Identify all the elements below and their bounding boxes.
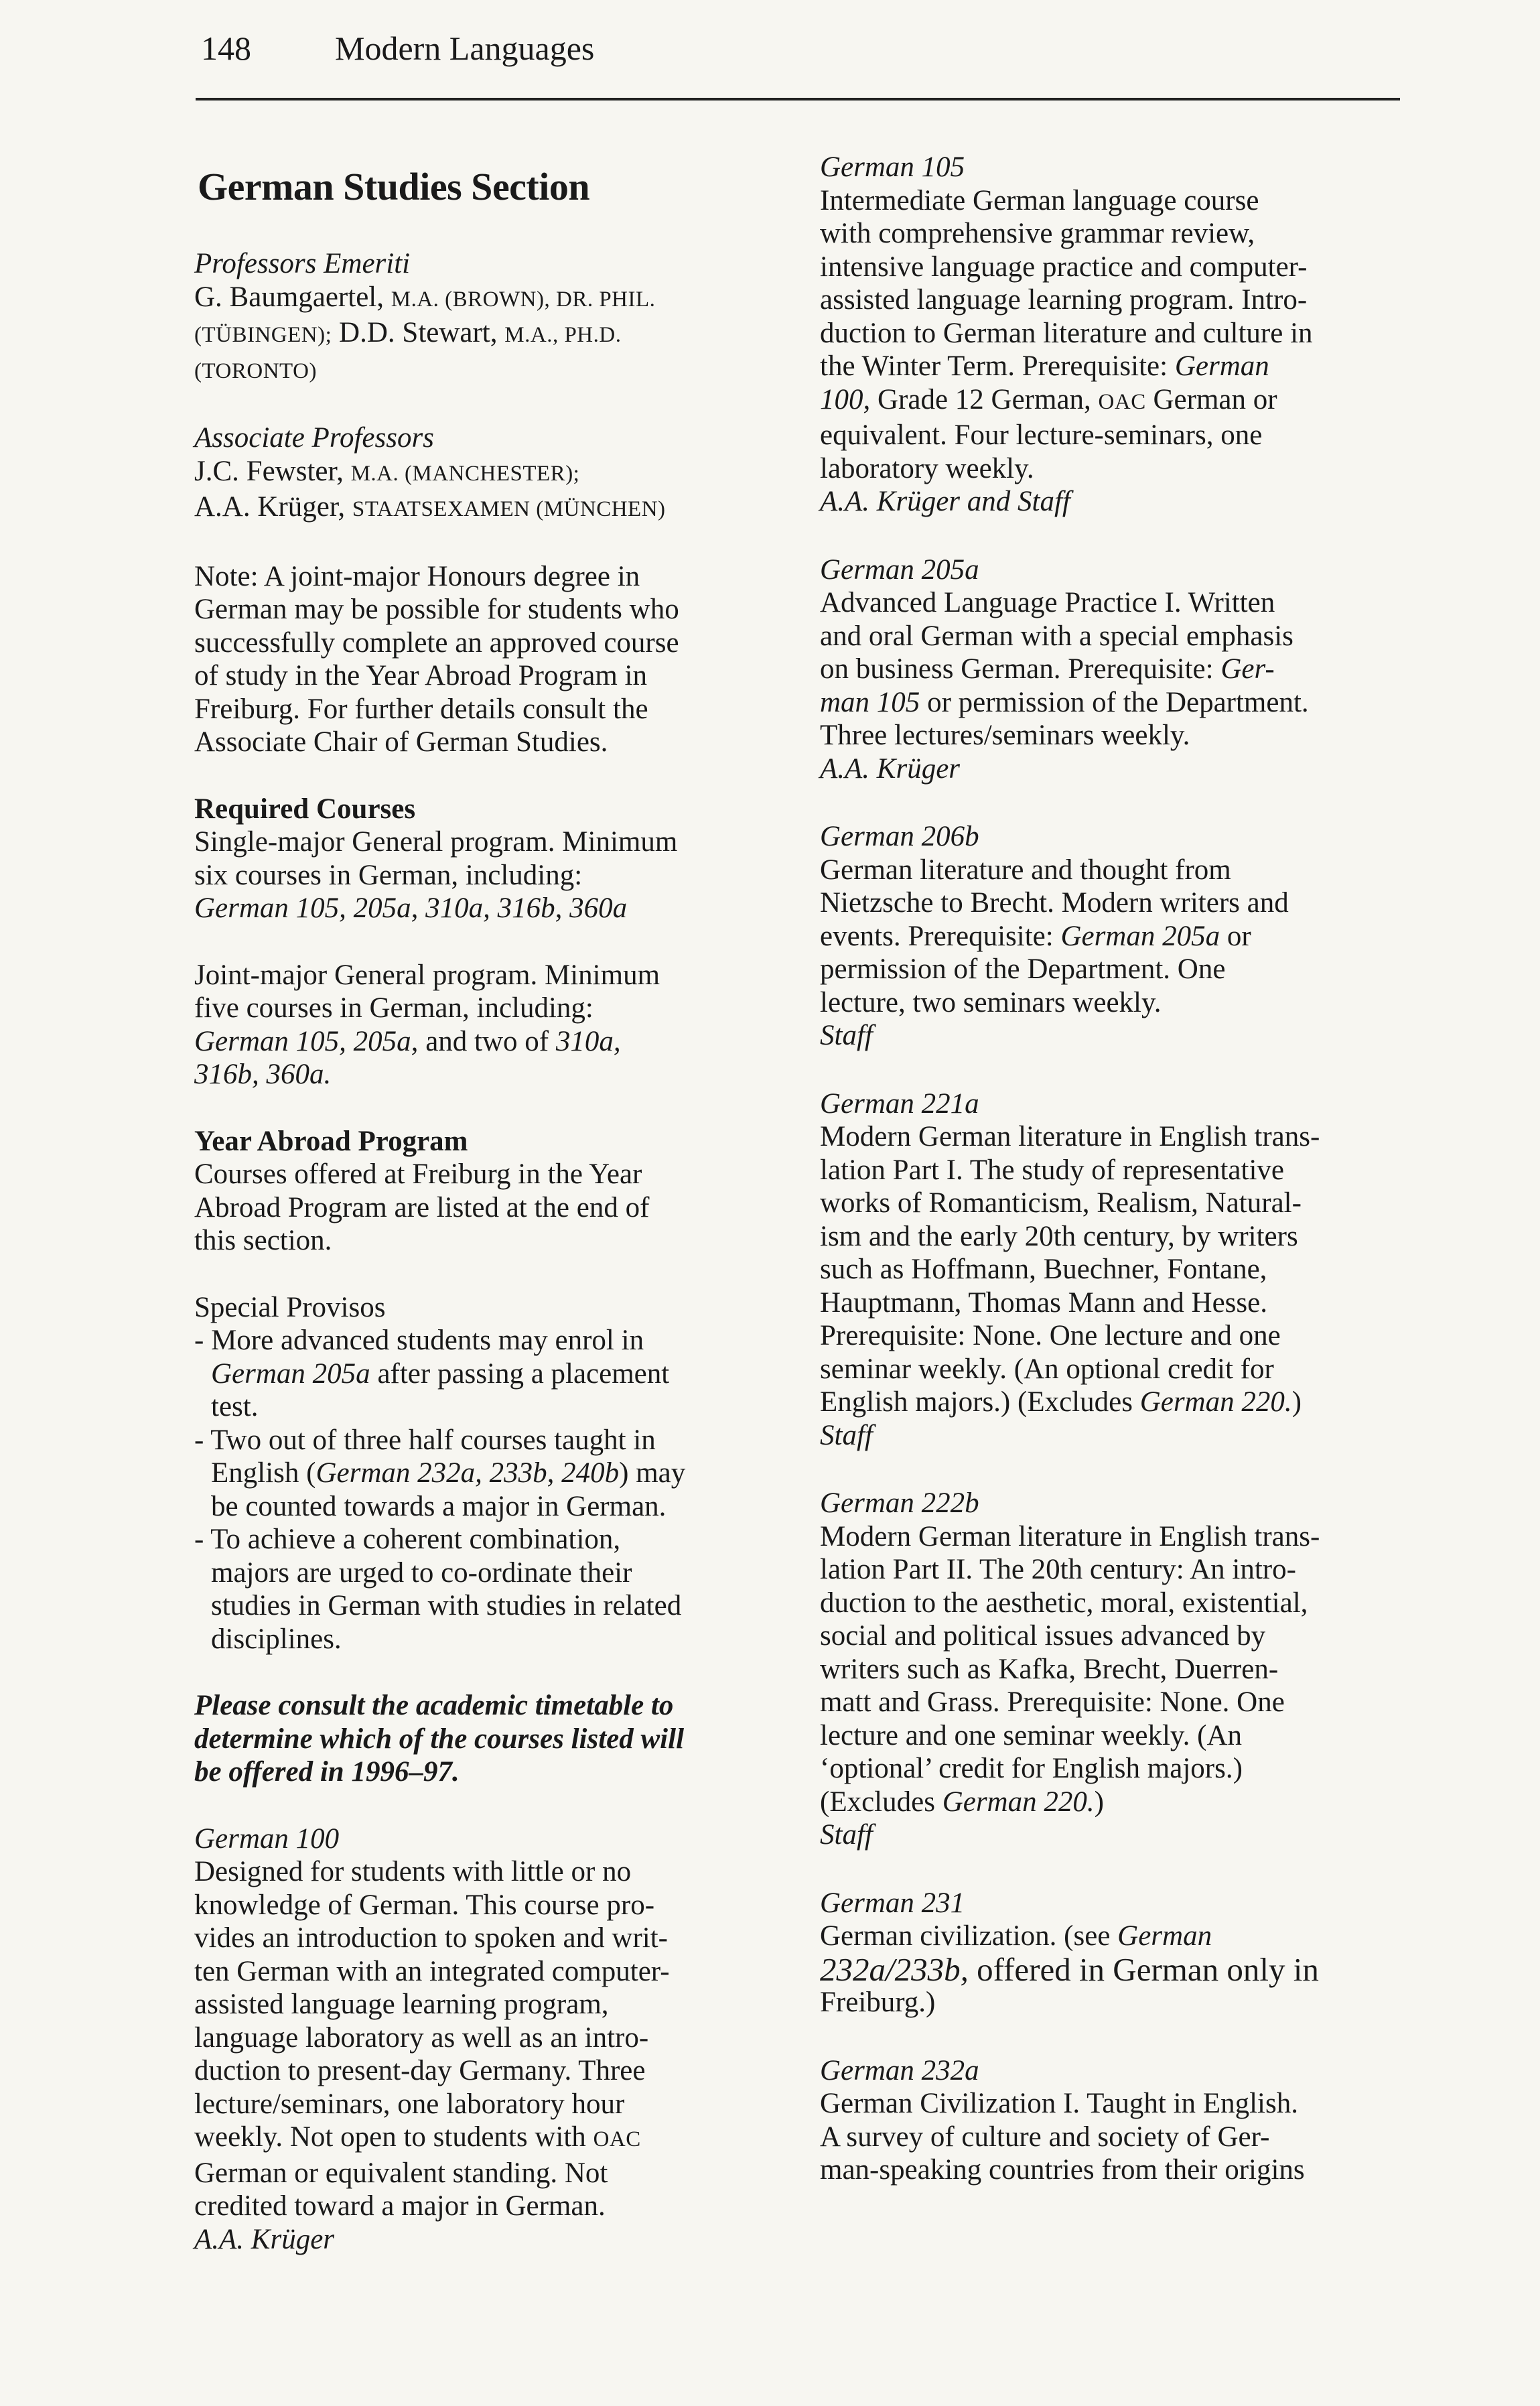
course-line: social and political issues advanced by xyxy=(820,1620,1266,1652)
year-abroad-line: this section. xyxy=(194,1225,332,1256)
course-line: Modern German literature in English trans- xyxy=(820,1520,1320,1552)
required-line: six courses in German, including: xyxy=(194,859,583,891)
consult-line: be offered in 1996–97. xyxy=(194,1756,460,1788)
proviso-2-line: be counted towards a major in German. xyxy=(211,1490,667,1522)
associates-line-1 xyxy=(194,455,770,491)
course-text: weekly. Not open to students with xyxy=(194,2121,593,2153)
course-line: works of Romanticism, Realism, Natural- xyxy=(820,1187,1302,1219)
course-line: equivalent. Four lecture-seminars, one xyxy=(820,419,1263,451)
year-abroad-line: Abroad Program are listed at the end of xyxy=(194,1191,650,1223)
course-line: Three lectures/seminars weekly. xyxy=(820,720,1190,751)
course-line: vides an introduction to spoken and writ- xyxy=(194,1922,668,1954)
course-line: Advanced Language Practice I. Written xyxy=(820,587,1275,618)
course-line: laboratory weekly. xyxy=(820,452,1034,484)
consult-line: Please consult the academic timetable to xyxy=(194,1690,674,1721)
course-line xyxy=(820,653,1403,686)
course-text: English majors.) (Excludes xyxy=(820,1386,1140,1418)
course-german-206b xyxy=(820,820,1403,1053)
course-text: German civilization. (see xyxy=(820,1920,1118,1952)
course-german-105 xyxy=(820,151,1403,519)
course-line: intensive language practice and computer- xyxy=(820,251,1308,283)
course-line: credited toward a major in German. xyxy=(194,2190,606,2222)
proviso-text: English ( xyxy=(211,1457,316,1489)
right-column xyxy=(820,151,1403,2187)
course-line: Modern German literature in English trans- xyxy=(820,1121,1320,1152)
associate-name-1: J.C. Fewster, xyxy=(194,455,344,487)
course-text: ) xyxy=(1094,1786,1104,1818)
course-line: man-speaking countries from their origins xyxy=(820,2154,1305,2186)
emeriti-line-2 xyxy=(194,316,770,352)
course-line: ten German with an integrated computer- xyxy=(194,1955,670,1987)
proviso-3-line: - To achieve a coherent combination, xyxy=(194,1524,621,1555)
course-line: duction to German literature and culture in xyxy=(820,317,1313,349)
emeriti-degree-2: (TÜBINGEN); xyxy=(194,323,332,347)
course-instructor: Staff xyxy=(820,1819,873,1851)
associates-line-2 xyxy=(194,490,770,527)
provisos-block xyxy=(194,1291,770,1656)
note-line: Freiburg. For further details consult the xyxy=(194,693,648,725)
joint-major-block xyxy=(194,959,770,1091)
page-number: 148 xyxy=(201,29,251,67)
course-german-100 xyxy=(194,1822,770,2257)
course-text: Grade 12 German, xyxy=(870,383,1099,415)
course-line: permission of the Department. One xyxy=(820,953,1226,985)
course-ref: man 105 xyxy=(820,686,920,718)
course-instructor: A.A. Krüger xyxy=(194,2223,335,2255)
emeriti-block xyxy=(194,247,770,388)
course-instructor: A.A. Krüger xyxy=(820,752,961,785)
course-title: German 205a xyxy=(820,553,979,586)
course-line: assisted language learning program, xyxy=(194,1989,609,2020)
course-line: knowledge of German. This course pro- xyxy=(194,1889,655,1921)
proviso-1-line: test. xyxy=(211,1391,259,1422)
provisos-heading: Special Provisos xyxy=(194,1291,386,1323)
course-text: or xyxy=(1220,920,1251,952)
course-line: Freiburg.) xyxy=(820,1987,936,2018)
oac-abbr: OAC xyxy=(593,2127,641,2151)
emeriti-name-2: D.D. Stewart, xyxy=(339,317,498,348)
required-courses-heading: Required Courses xyxy=(194,793,416,825)
course-line: lecture/seminars, one laboratory hour xyxy=(194,2088,625,2120)
associates-block xyxy=(194,421,770,527)
emeriti-degree-4: (TORONTO) xyxy=(194,358,317,383)
course-line xyxy=(820,1386,1403,1419)
course-line: matt and Grass. Prerequisite: None. One xyxy=(820,1686,1285,1718)
emeriti-line-1 xyxy=(194,281,770,317)
required-courses-list: German 105, 205a, 310a, 316b, 360a xyxy=(194,892,628,924)
course-line: duction to the aesthetic, moral, existential, xyxy=(820,1587,1308,1619)
course-line xyxy=(820,1920,1403,1953)
course-title: German 221a xyxy=(820,1087,979,1120)
course-line xyxy=(820,383,1403,419)
emeriti-degree-3: M.A., PH.D. xyxy=(504,323,622,347)
note-line: Associate Chair of German Studies. xyxy=(194,726,608,758)
course-ref: German 205a xyxy=(1060,920,1220,952)
course-ref: Ger- xyxy=(1220,653,1275,685)
course-line: German Civilization I. Taught in English. xyxy=(820,2088,1298,2119)
course-line xyxy=(820,1786,1403,1819)
course-line: Intermediate German language course xyxy=(820,184,1259,216)
course-text: (Excludes xyxy=(820,1786,942,1818)
course-line: German or equivalent standing. Not xyxy=(194,2157,608,2189)
course-text: the Winter Term. Prerequisite: xyxy=(820,350,1175,382)
note-line: successfully complete an approved course xyxy=(194,626,679,659)
left-column xyxy=(194,151,770,2256)
course-ref: German 220. xyxy=(942,1786,1095,1818)
proviso-course: German 232a, 233b, 240b xyxy=(316,1457,620,1489)
course-instructor: Staff xyxy=(820,1020,873,1051)
consult-notice xyxy=(194,1689,770,1789)
course-line: lecture, two seminars weekly. xyxy=(820,986,1162,1018)
course-title: German 206b xyxy=(820,821,979,852)
course-german-205a xyxy=(820,553,1403,786)
course-german-231 xyxy=(820,1887,1403,2019)
year-abroad-line: Courses offered at Freiburg in the Year xyxy=(194,1158,642,1190)
proviso-3-line: disciplines. xyxy=(211,1623,342,1655)
course-text: offered in German only in xyxy=(968,1950,1319,1988)
proviso-3-line: studies in German with studies in related xyxy=(211,1590,682,1621)
proviso-2-line xyxy=(194,1457,770,1490)
note-line: of study in the Year Abroad Program in xyxy=(194,660,647,691)
course-text: on business German. Prerequisite: xyxy=(820,653,1221,685)
course-line: lation Part II. The 20th century: An intro- xyxy=(820,1554,1296,1585)
course-title: German 100 xyxy=(194,1822,340,1855)
proviso-text: after passing a placement xyxy=(370,1357,670,1390)
course-german-221a xyxy=(820,1087,1403,1453)
required-courses-block xyxy=(194,793,770,925)
course-line: duction to present-day Germany. Three xyxy=(194,2055,646,2086)
course-line: Hauptmann, Thomas Mann and Hesse. xyxy=(820,1286,1267,1319)
course-line: Designed for students with little or no xyxy=(194,1856,632,1887)
course-line: lecture and one seminar weekly. (An xyxy=(820,1719,1243,1751)
course-title: German 232a xyxy=(820,2054,979,2086)
course-line: Nietzsche to Brecht. Modern writers and xyxy=(820,887,1289,919)
oac-abbr: OAC xyxy=(1098,389,1146,414)
joint-line: five courses in German, including: xyxy=(194,992,593,1024)
joint-courses-b: 310a, xyxy=(555,1025,621,1057)
proviso-course: German 205a xyxy=(211,1357,370,1390)
course-line xyxy=(820,1950,1403,1988)
course-line: ism and the early 20th century, by writers xyxy=(820,1220,1298,1252)
note-line: German may be possible for students who xyxy=(194,594,679,625)
course-line: and oral German with a special emphasis xyxy=(820,620,1293,652)
course-line: with comprehensive grammar review, xyxy=(820,218,1255,249)
associate-degree-1: M.A. (MANCHESTER); xyxy=(350,461,580,486)
course-line xyxy=(820,920,1403,953)
course-text: German or xyxy=(1145,383,1277,415)
course-ref: 232a/233b, xyxy=(820,1950,969,1988)
emeriti-name-1: G. Baumgaertel, xyxy=(194,281,384,313)
joint-courses-line xyxy=(194,1025,770,1059)
course-ref: German xyxy=(1117,1920,1212,1952)
course-line: A survey of culture and society of Ger- xyxy=(820,2121,1270,2153)
joint-courses-c: 316b, 360a. xyxy=(194,1059,332,1090)
course-text: or permission of the Department. xyxy=(920,686,1309,718)
course-line xyxy=(820,686,1403,720)
course-line: such as Hoffmann, Buechner, Fontane, xyxy=(820,1254,1267,1285)
note-line: Note: A joint-major Honours degree in xyxy=(194,560,640,592)
year-abroad-heading: Year Abroad Program xyxy=(194,1125,468,1157)
consult-line: determine which of the courses listed will xyxy=(194,1723,685,1755)
course-ref: 100, xyxy=(820,383,871,415)
course-ref: German 220. xyxy=(1139,1386,1292,1418)
course-line xyxy=(194,2121,770,2157)
joint-and: and two of xyxy=(418,1025,556,1057)
course-line: seminar weekly. (An optional credit for xyxy=(820,1353,1274,1385)
joint-line: Joint-major General program. Minimum xyxy=(194,959,660,991)
course-line xyxy=(820,350,1403,383)
course-instructor: Staff xyxy=(820,1419,873,1451)
proviso-text: ) may xyxy=(619,1457,686,1489)
required-line: Single-major General program. Minimum xyxy=(194,826,678,858)
course-title: German 222b xyxy=(820,1487,979,1519)
course-title: German 231 xyxy=(820,1887,965,1919)
running-head xyxy=(201,21,1400,75)
course-german-232a xyxy=(820,2054,1403,2187)
course-line: assisted language learning program. Intro- xyxy=(820,284,1308,316)
proviso-2-line: - Two out of three half courses taught in xyxy=(194,1424,656,1456)
running-title: Modern Languages xyxy=(335,29,595,67)
course-line: lation Part I. The study of representative xyxy=(820,1154,1284,1186)
course-line: language laboratory as well as an intro- xyxy=(194,2021,649,2054)
course-line: Prerequisite: None. One lecture and one xyxy=(820,1320,1281,1351)
section-title: German Studies Section xyxy=(198,165,590,208)
year-abroad-block xyxy=(194,1125,770,1258)
note-block xyxy=(194,560,770,759)
course-line: writers such as Kafka, Brecht, Duerren- xyxy=(820,1653,1279,1685)
course-instructor: A.A. Krüger and Staff xyxy=(820,486,1070,517)
associate-degree-2: STAATSEXAMEN (MÜNCHEN) xyxy=(352,497,666,521)
course-text: events. Prerequisite: xyxy=(820,920,1061,952)
associates-heading: Associate Professors xyxy=(194,422,434,454)
emeriti-degree-1: M.A. (BROWN), DR. PHIL. xyxy=(391,287,656,312)
proviso-3-line: majors are urged to co-ordinate their xyxy=(211,1556,632,1589)
course-text: ) xyxy=(1291,1386,1302,1418)
associate-name-2: A.A. Krüger, xyxy=(194,491,346,523)
header-rule xyxy=(196,98,1400,101)
course-title: German 105 xyxy=(820,151,965,183)
emeriti-line-3 xyxy=(194,352,770,389)
joint-courses-a: German 105, 205a, xyxy=(194,1025,419,1057)
proviso-1-line: - More advanced students may enrol in xyxy=(194,1325,644,1356)
course-german-222b xyxy=(820,1487,1403,1852)
course-line: German literature and thought from xyxy=(820,854,1231,886)
emeriti-heading: Professors Emeriti xyxy=(194,248,411,279)
course-ref: German xyxy=(1174,350,1269,382)
proviso-1-line xyxy=(194,1357,770,1391)
course-line: ‘optional’ credit for English majors.) xyxy=(820,1753,1243,1784)
